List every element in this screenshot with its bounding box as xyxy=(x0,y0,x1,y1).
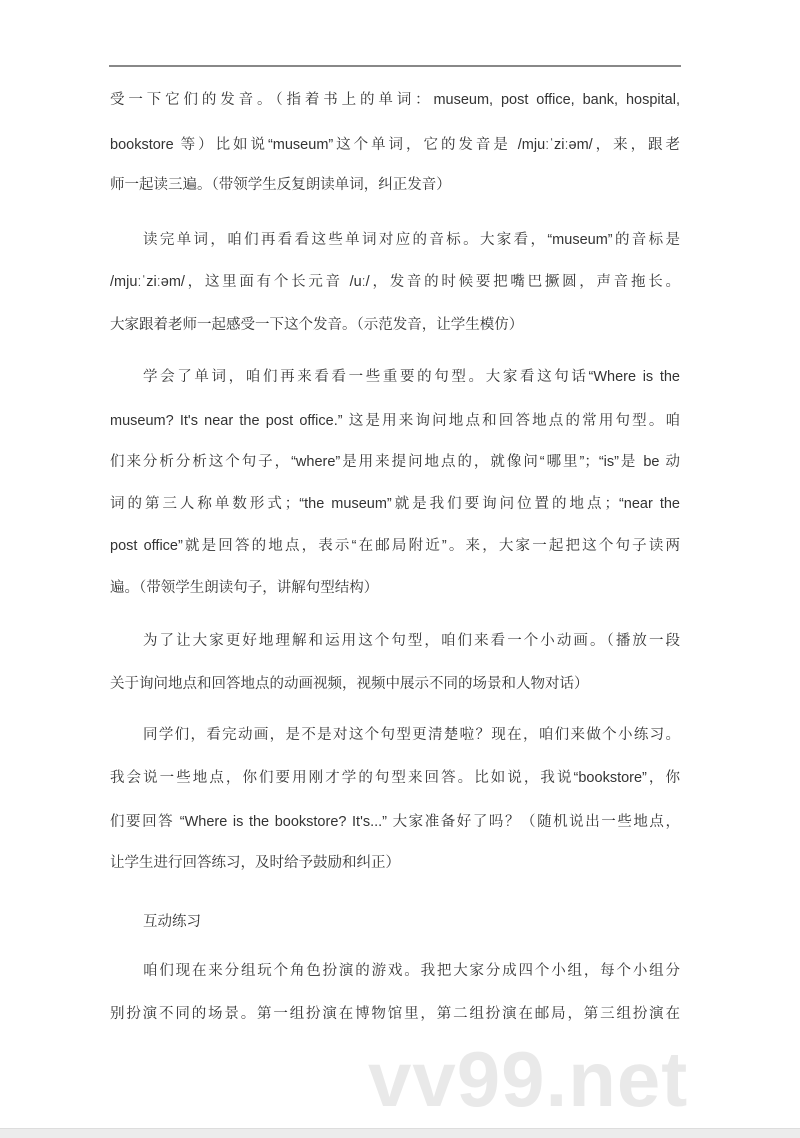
text-line: 读完单词，咱们再看看这些单词对应的音标。大家看，“museum”的音标是 xyxy=(143,232,680,248)
text-line: post office”就是回答的地点，表示“在邮局附近”。来，大家一起把这个句子读两 xyxy=(110,538,680,554)
text-line: 关于询问地点和回答地点的动画视频，视频中展示不同的场景和人物对话） xyxy=(110,676,589,692)
text-line: 学会了单词，咱们再来看看一些重要的句型。大家看这句话“Where is the xyxy=(143,369,680,385)
text-line: 们要回答 “Where is the bookstore? It's...” 大家准备好了吗？（随机说出一些地点， xyxy=(110,814,680,830)
text-line: /mjuːˈziːəm/，这里面有个长元音 /uː/，发音的时候要把嘴巴撅圆，声音拖长。 xyxy=(110,274,680,290)
text-line: 我会说一些地点，你们要用刚才学的句型来回答。比如说，我说“bookstore”，你 xyxy=(110,770,680,786)
text-line: 让学生进行回答练习，及时给予鼓励和纠正） xyxy=(110,855,400,871)
text-line: museum? It's near the post office.” 这是用来询问地点和回答地点的常用句型。咱 xyxy=(110,413,680,429)
watermark: vv99.net xyxy=(368,1035,689,1123)
text-line: 师一起读三遍。（带领学生反复朗读单词，纠正发音） xyxy=(110,177,451,193)
text-line: 大家跟着老师一起感受一下这个发音。（示范发音，让学生模仿） xyxy=(110,317,524,333)
text-line: 词的第三人称单数形式；“the museum”就是我们要询问位置的地点；“near the xyxy=(110,496,680,512)
text-line: 咱们现在来分组玩个角色扮演的游戏。我把大家分成四个小组，每个小组分 xyxy=(143,963,680,979)
text-line: 同学们，看完动画，是不是对这个句型更清楚啦？现在，咱们来做个小练习。 xyxy=(143,727,680,743)
section-heading: 互动练习 xyxy=(143,914,201,930)
text-line: 遍。（带领学生朗读句子，讲解句型结构） xyxy=(110,580,379,596)
text-line: 为了让大家更好地理解和运用这个句型，咱们来看一个小动画。（播放一段 xyxy=(143,633,680,649)
text-line: 受一下它们的发音。（指着书上的单词：museum, post office, bank, hospital, xyxy=(110,92,680,108)
header-rule xyxy=(109,65,681,67)
text-line: 们来分析分析这个句子，“where”是用来提问地点的，就像问“哪里”；“is”是 be 动 xyxy=(110,454,680,470)
text-line: bookstore 等）比如说“museum”这个单词，它的发音是 /mjuːˈziːəm/，来，跟老 xyxy=(110,137,680,153)
text-line: 别扮演不同的场景。第一组扮演在博物馆里，第二组扮演在邮局，第三组扮演在 xyxy=(110,1006,680,1022)
